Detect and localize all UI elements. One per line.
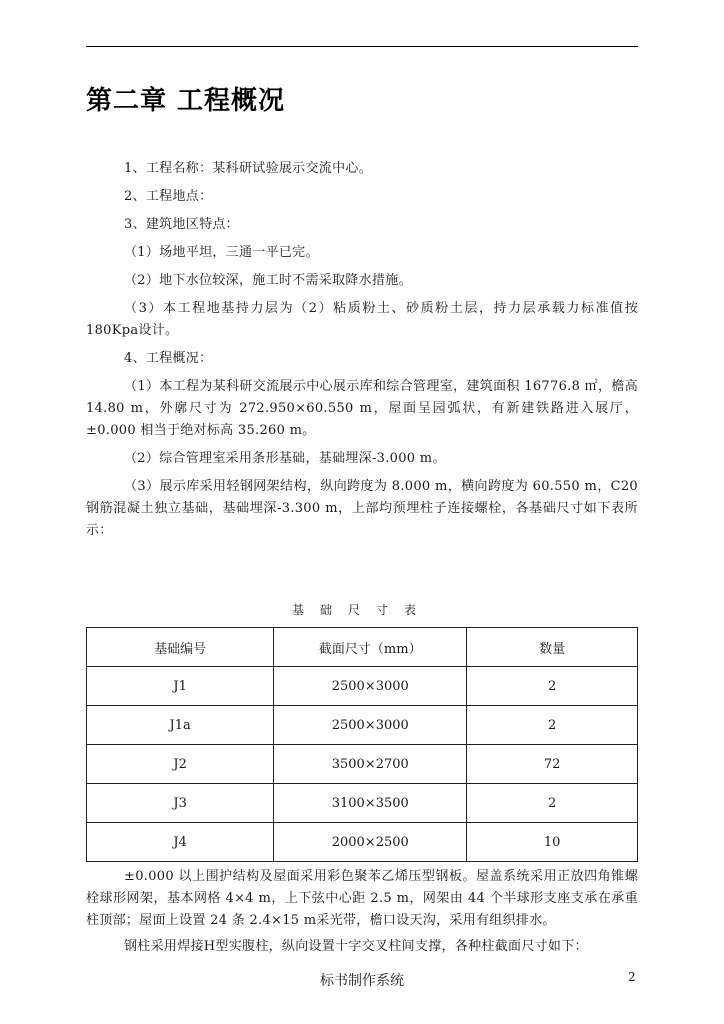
header-rule (86, 46, 638, 47)
page-number: 2 (628, 970, 636, 984)
cell-count: 2 (467, 784, 638, 823)
table-row (87, 784, 638, 823)
paragraph: （1）场地平坦，三通一平已完。 (124, 245, 319, 260)
foundation-size-table (86, 627, 638, 862)
column-header-size: 截面尺寸（mm） (274, 628, 467, 667)
cell-count: 72 (467, 745, 638, 784)
paragraph: 2、工程地点： (124, 189, 213, 204)
table-row (87, 667, 638, 706)
paragraph: （2）地下水位较深，施工时不需采取降水措施。 (124, 273, 412, 288)
cell-size: 2500×3000 (274, 706, 467, 745)
paragraph: 钢柱采用焊接H型实腹柱，纵向设置十字交叉柱间支撑，各种柱截面尺寸如下： (124, 939, 588, 954)
cell-id: J3 (87, 784, 274, 823)
cell-count: 2 (467, 706, 638, 745)
paragraph: 4、工程概况： (124, 351, 213, 366)
column-header-id: 基础编号 (87, 628, 274, 667)
cell-id: J1 (87, 667, 274, 706)
paragraph: （3）本工程地基持力层为（2）粘质粉土、砂质粉土层，持力层承载力标准值按180Kpa设计。 (86, 301, 638, 338)
cell-size: 2500×3000 (274, 667, 467, 706)
cell-size: 2000×2500 (274, 823, 467, 862)
paragraph: （2）综合管理室采用条形基础，基础埋深-3.000 m。 (124, 451, 446, 466)
table-row (87, 823, 638, 862)
paragraph: 3、建筑地区特点： (124, 217, 239, 232)
chapter-title: 第二章 工程概况 (86, 86, 286, 116)
cell-id: J1a (87, 706, 274, 745)
body-text (86, 158, 638, 548)
cell-id: J2 (87, 745, 274, 784)
table-row (87, 745, 638, 784)
paragraph: （1）本工程为某科研交流展示中心展示库和综合管理室，建筑面积 16776.8 ㎡，檐高 14.80 m，外廓尺寸为 272.950×60.550 m，屋面呈园弧状，有新建铁路进入展厅，±0.000 相当于绝对标高 35.260 m。 (86, 379, 638, 438)
cell-id: J4 (87, 823, 274, 862)
table-header-row (87, 628, 638, 667)
table-row (87, 706, 638, 745)
paragraph: ±0.000 以上围护结构及屋面采用彩色聚苯乙烯压型钢板。屋盖系统采用正放四角锥螺栓球形网架，基本网格 4×4 m，上下弦中心距 2.5 m，网架由 44 个半球形支座支承在承重柱顶部；屋面上设置 24 条 2.4×15 m采光带，檐口设天沟，采用有组织排水。 (86, 869, 638, 928)
cell-count: 10 (467, 823, 638, 862)
cell-size: 3100×3500 (274, 784, 467, 823)
column-header-count: 数量 (467, 628, 638, 667)
footer-label: 标书制作系统 (320, 973, 404, 989)
cell-count: 2 (467, 667, 638, 706)
paragraph: （3）展示库采用轻钢网架结构，纵向跨度为 8.000 m，横向跨度为 60.550 m，C20 钢筋混凝土独立基础，基础埋深-3.300 m，上部均预埋柱子连接螺栓，各基础尺寸如下表所示： (86, 479, 638, 538)
paragraph: 1、工程名称：某科研试验展示交流中心。 (124, 161, 372, 176)
table-caption: 基础尺寸表 (291, 603, 432, 617)
cell-size: 3500×2700 (274, 745, 467, 784)
after-table-text (86, 866, 638, 962)
